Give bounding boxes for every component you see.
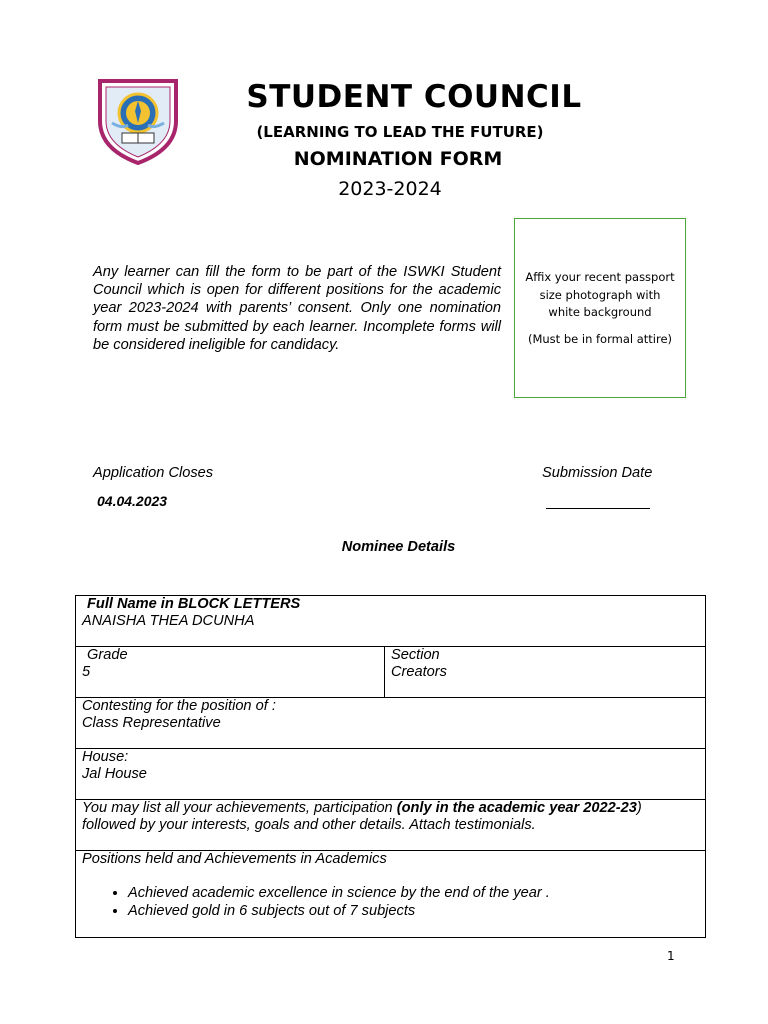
table-row	[76, 596, 706, 647]
house-value: Jal House	[82, 766, 147, 782]
photo-instructions	[521, 269, 679, 322]
section-field[interactable]	[385, 647, 706, 698]
form-title: NOMINATION FORM	[293, 148, 503, 170]
achievements-intro-text: You may list all your achievements, participation	[82, 800, 397, 816]
section-value: Creators	[391, 664, 447, 680]
table-row	[76, 800, 706, 851]
grade-value: 5	[82, 664, 91, 680]
achievements-intro-text: )	[636, 800, 642, 816]
table-row	[76, 647, 706, 698]
photo-attire-note: (Must be in formal attire)	[527, 332, 673, 346]
page-title: STUDENT COUNCIL	[246, 79, 582, 115]
house-field[interactable]	[76, 749, 706, 800]
position-label: Contesting for the position of :	[82, 698, 276, 714]
submission-date-label: Submission Date	[542, 465, 653, 481]
full-name-value: ANAISHA THEA DCUNHA	[82, 613, 255, 629]
academics-list	[82, 885, 699, 920]
academics-field[interactable]	[76, 851, 706, 938]
section-label: Section	[391, 647, 440, 663]
academic-year: 2023-2024	[338, 178, 442, 200]
application-closes-label: Application Closes	[93, 465, 214, 481]
position-field[interactable]	[76, 698, 706, 749]
table-row	[76, 851, 706, 938]
photo-placeholder-box	[514, 218, 686, 398]
position-value: Class Representative	[82, 715, 221, 731]
list-item: • Achieved gold in 6 subjects out of 7 subjects	[128, 903, 699, 921]
submission-date-blank[interactable]	[546, 496, 650, 509]
photo-instruction-line: Affix your recent passport	[525, 270, 675, 284]
grade-label: Grade	[87, 647, 128, 663]
page-number: 1	[667, 949, 675, 963]
intro-paragraph: Any learner can fill the form to be part of the ISWKI Student Council which is open for different positions for the academic year 2023-2024 with parents’ consent. Only one nomination form must be submitted by each learner. Incomplete forms will be considered ineligible for candidacy.	[93, 264, 501, 353]
achievements-intro-text: followed by your interests, goals and other details. Attach testimonials.	[82, 817, 536, 833]
page-subtitle: (LEARNING TO LEAD THE FUTURE)	[256, 123, 544, 141]
table-row	[76, 698, 706, 749]
achievements-intro-emphasis: (only in the academic year 2022-23	[396, 800, 637, 816]
photo-instruction-line: size photograph with	[539, 287, 661, 302]
photo-instruction-line: white background	[548, 305, 652, 319]
full-name-label: Full Name in BLOCK LETTERS	[87, 596, 301, 612]
achievements-instructions	[76, 800, 706, 851]
full-name-field[interactable]	[76, 596, 706, 647]
application-closes-date: 04.04.2023	[97, 493, 168, 509]
nominee-details-table	[75, 595, 706, 938]
nominee-details-heading: Nominee Details	[341, 539, 456, 555]
list-item: • Achieved academic excellence in science by the end of the year .	[128, 885, 699, 903]
academics-label: Positions held and Achievements in Academics	[82, 851, 387, 867]
grade-field[interactable]	[76, 647, 385, 698]
house-label: House:	[82, 749, 129, 765]
table-row	[76, 749, 706, 800]
